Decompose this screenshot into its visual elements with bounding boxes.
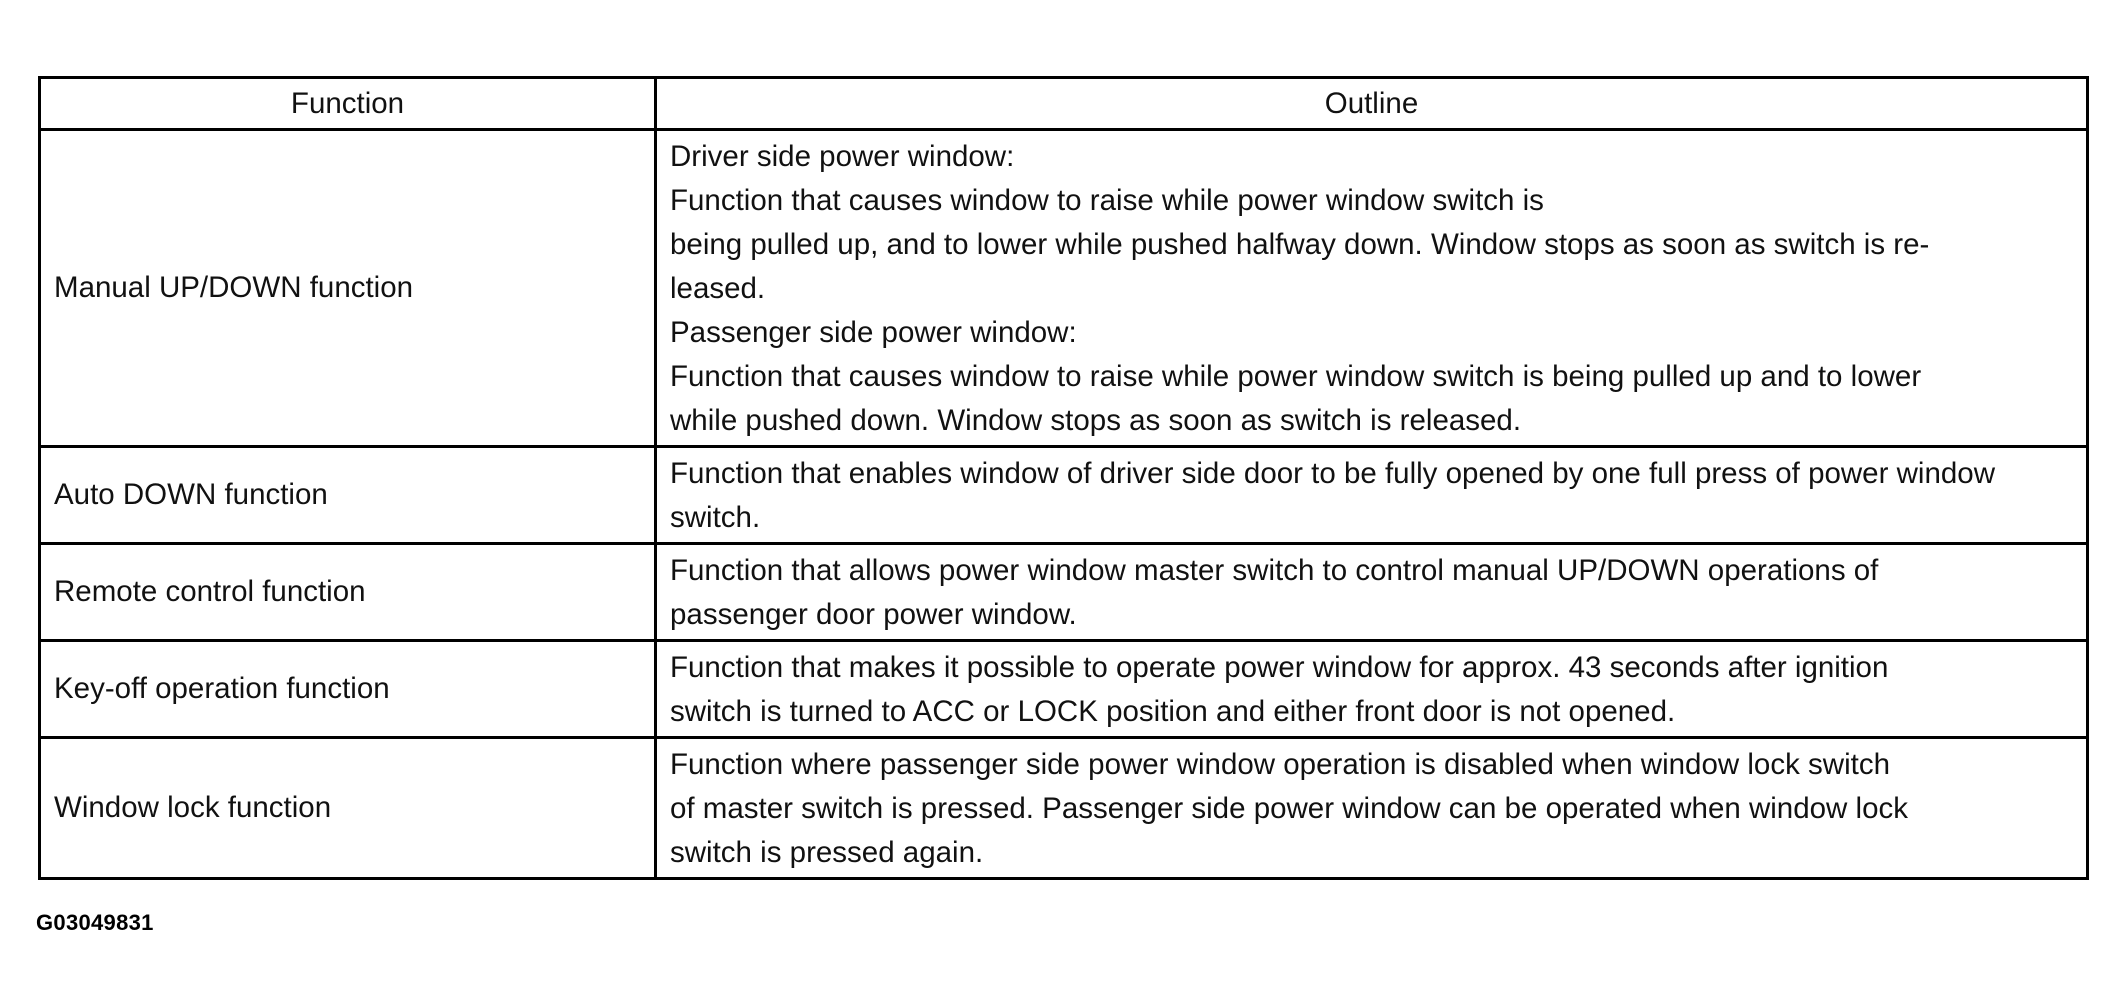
outline-line: passenger door power window. (670, 598, 1077, 631)
outline-cell (656, 641, 2088, 738)
outline-line: Function that causes window to raise while power window switch is (670, 184, 1544, 217)
outline-line: Function that causes window to raise while power window switch is being pulled up and to lower (670, 360, 1922, 393)
function-cell: Manual UP/DOWN function (40, 130, 656, 447)
outline-line: Function that makes it possible to operate power window for approx. 43 seconds after ignition (670, 651, 1889, 684)
outline-line: switch is turned to ACC or LOCK position and either front door is not opened. (670, 695, 1676, 728)
outline-line: Driver side power window: (670, 140, 1015, 173)
table-row (40, 130, 2088, 447)
function-outline-table-container (38, 76, 2086, 880)
outline-line: switch. (670, 501, 761, 534)
header-outline: Outline (656, 78, 2088, 130)
outline-cell (656, 130, 2088, 447)
outline-line: Function that enables window of driver side door to be fully opened by one full press of power window (670, 457, 1995, 490)
header-function: Function (40, 78, 656, 130)
outline-line: Function where passenger side power window operation is disabled when window lock switch (670, 748, 1890, 781)
header-row (40, 78, 2088, 130)
outline-cell (656, 738, 2088, 879)
table-row (40, 447, 2088, 544)
outline-line: of master switch is pressed. Passenger side power window can be operated when window lock (670, 792, 1908, 825)
function-outline-table (38, 76, 2089, 880)
outline-cell (656, 447, 2088, 544)
table-row (40, 641, 2088, 738)
figure-id: G03049831 (36, 910, 154, 935)
outline-line: Passenger side power window: (670, 316, 1077, 349)
outline-line: Function that allows power window master switch to control manual UP/DOWN operations of (670, 554, 1879, 587)
table-row (40, 738, 2088, 879)
function-cell: Auto DOWN function (40, 447, 656, 544)
function-cell: Window lock function (40, 738, 656, 879)
function-cell: Remote control function (40, 544, 656, 641)
outline-cell (656, 544, 2088, 641)
outline-line: switch is pressed again. (670, 836, 984, 869)
outline-line: while pushed down. Window stops as soon as switch is released. (670, 404, 1522, 437)
table-row (40, 544, 2088, 641)
function-cell: Key-off operation function (40, 641, 656, 738)
outline-line: leased. (670, 272, 766, 305)
outline-line: being pulled up, and to lower while pushed halfway down. Window stops as soon as switch is re- (670, 228, 1930, 261)
